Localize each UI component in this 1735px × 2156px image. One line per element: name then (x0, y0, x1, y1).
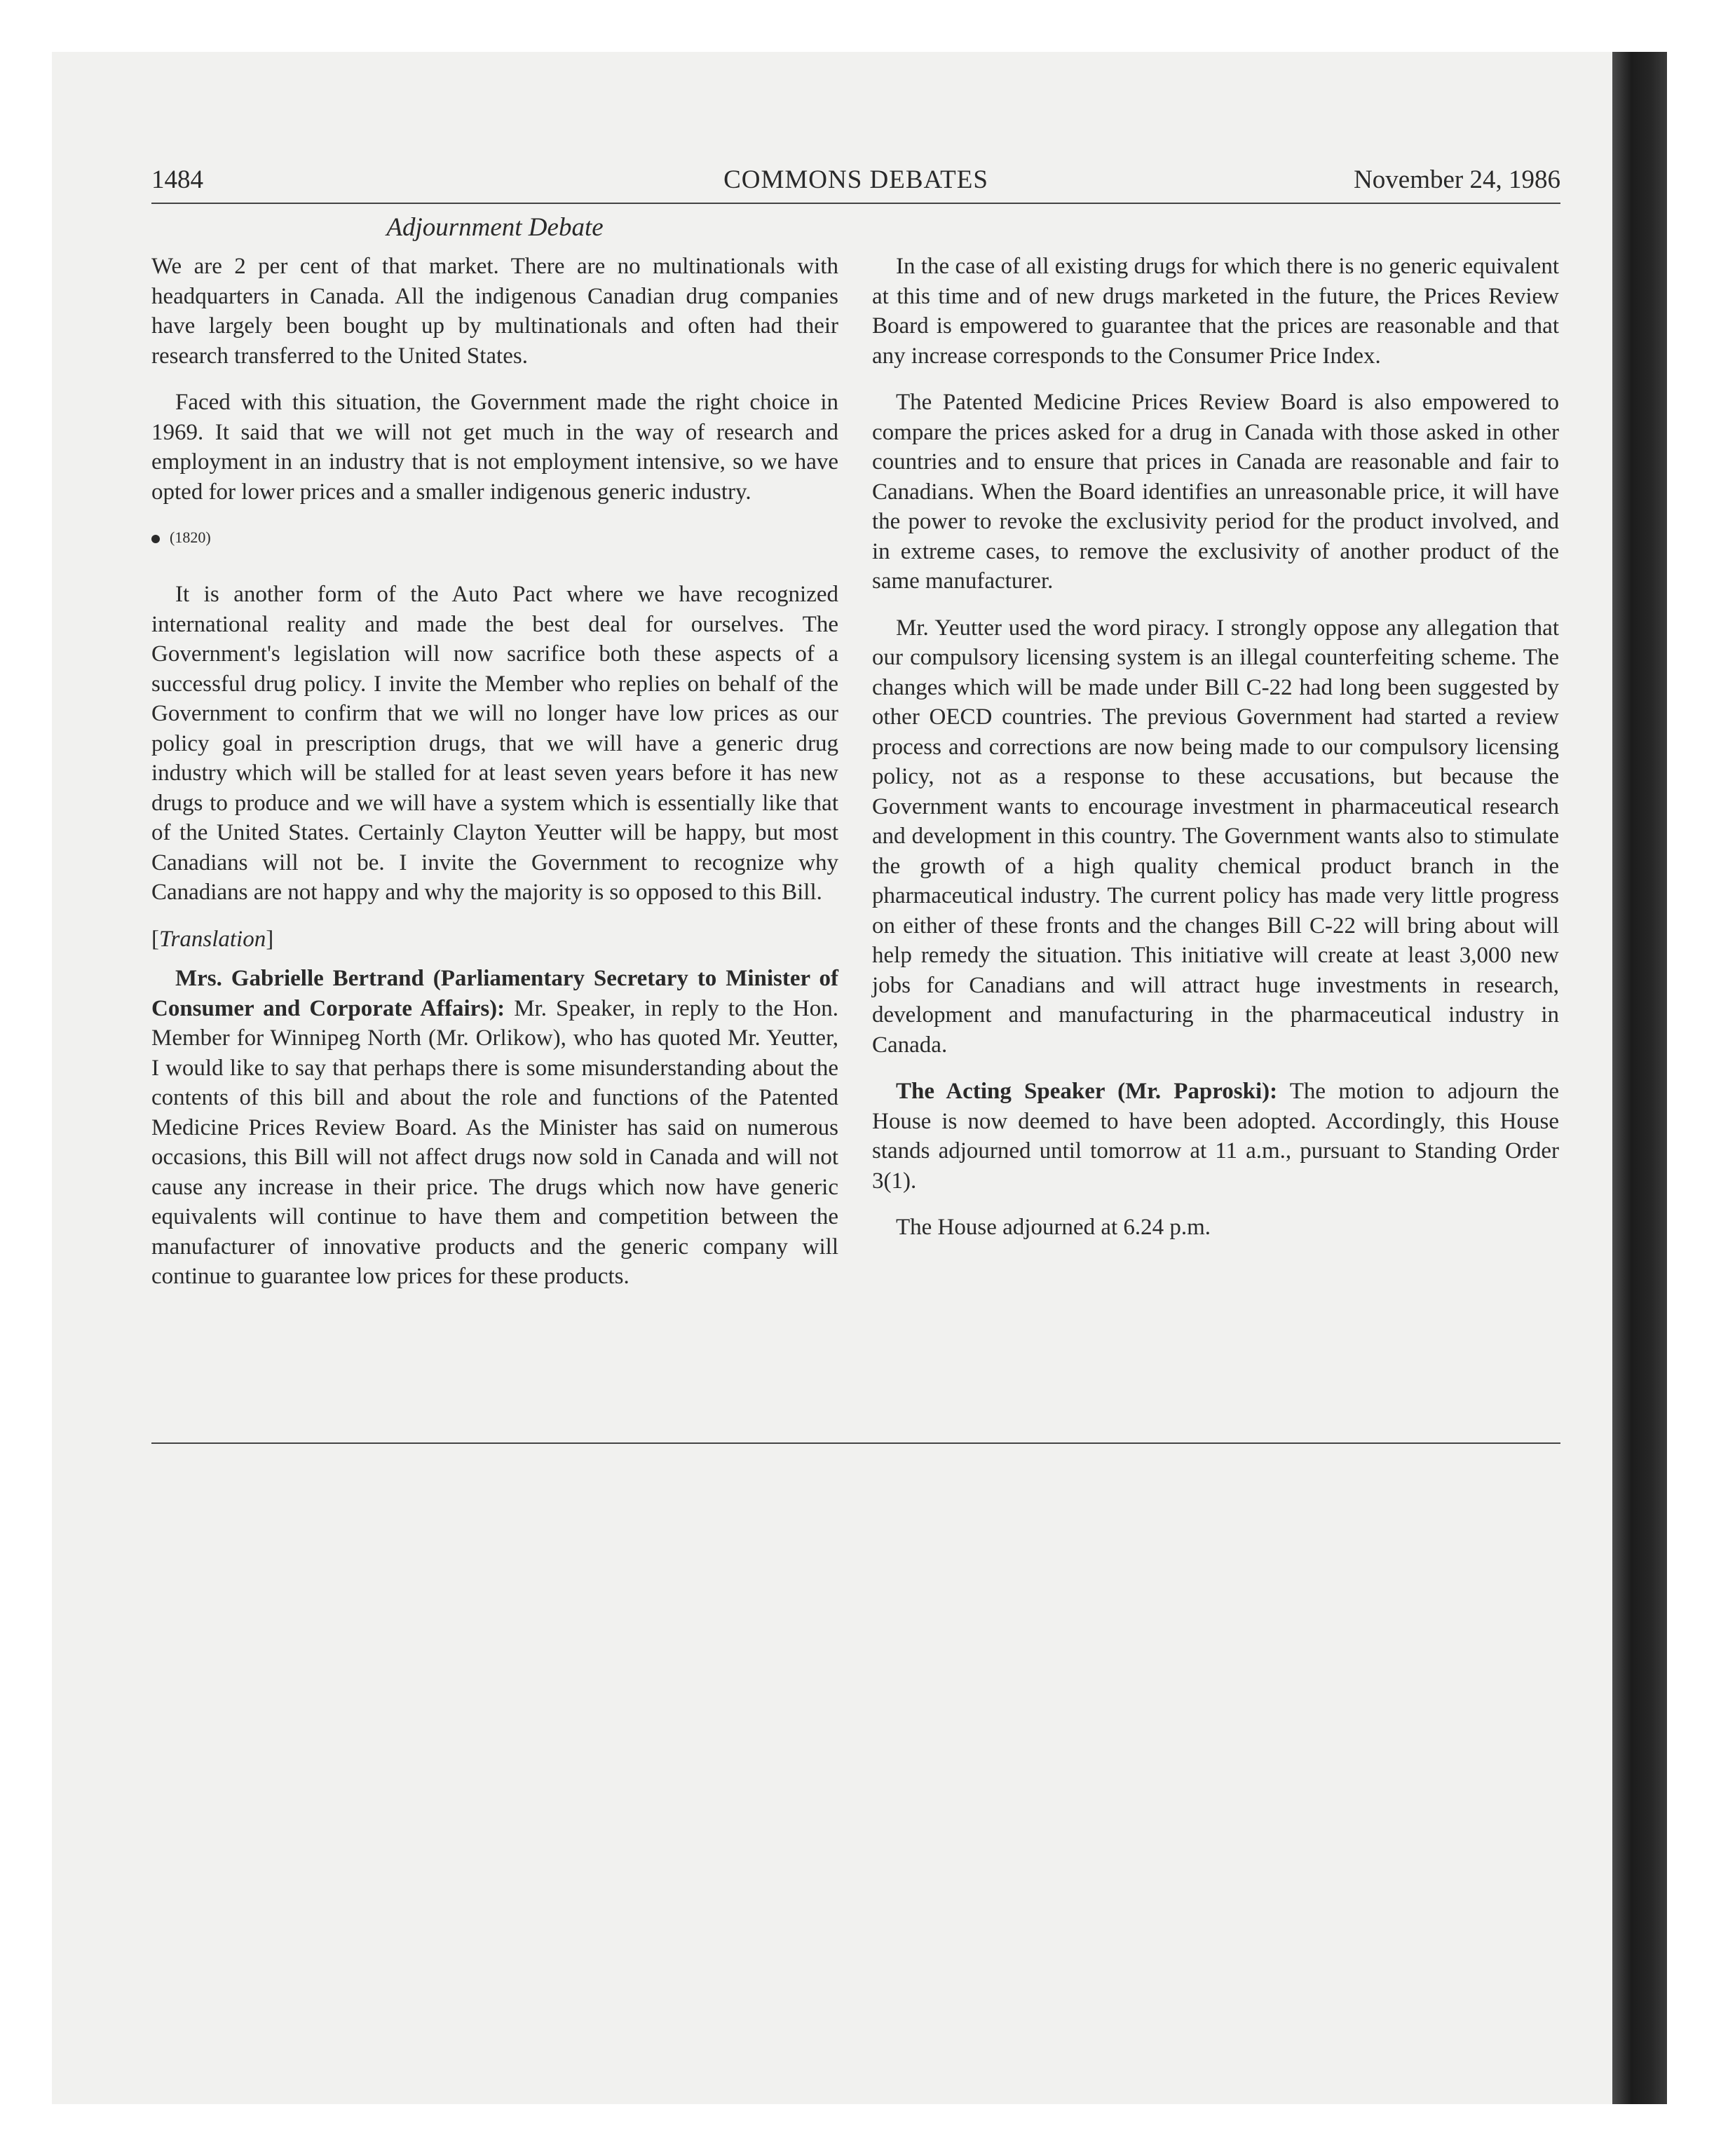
timestamp-marker (151, 524, 838, 552)
left-column (151, 252, 838, 1309)
paragraph: We are 2 per cent of that market. There are no multinationals with headquarters in Canada. All the indigenous Canadian drug companies have largely been bought up by multinationals and often had their research transferred to the United States. (151, 254, 838, 369)
translation-label: Translation (159, 926, 266, 952)
speaker-name: The Acting Speaker (Mr. Paproski): (896, 1079, 1278, 1104)
journal-title: COMMONS DEBATES (723, 165, 988, 194)
right-column (872, 252, 1559, 1260)
speech-paragraph (872, 1077, 1559, 1196)
bracket-close: ] (266, 926, 274, 952)
adjournment-note: The House adjourned at 6.24 p.m. (896, 1215, 1211, 1240)
text-columns (151, 252, 1560, 1415)
paragraph: In the case of all existing drugs for which there is no generic equivalent at this time and of new drugs marketed in the future, the Prices Review Board is empowered to guarantee that the prices are reasonable and that any increase corresponds to the Consumer Price Index. (872, 254, 1559, 369)
bullet-icon (151, 535, 160, 543)
paragraph: Mr. Yeutter used the word piracy. I strongly oppose any allegation that our compulsory licensing system is an illegal counterfeiting scheme. The changes which will be made under Bill C-22 had long been suggested by other OECD countries. The previous Government had started a review process and corrections are now being made to our compulsory licensing policy, not as a response to these accusations, but because the Government wants to encourage investment in pharmaceutical research and development in this country. The Government wants also to stimulate the growth of a high quality chemical product branch in the pharmaceutical industry. The current policy has made very little progress on either of these fronts and the changes Bill C-22 will bring about will help remedy the situation. This initiative will create at least 3,000 new jobs for Canadians and will attract huge investments in research, development and manufacturing in the pharmaceutical industry in Canada. (872, 615, 1559, 1058)
translation-marker (151, 925, 838, 955)
paragraph: The Patented Medicine Prices Review Board is also empowered to compare the prices asked for a drug in Canada with those asked in other countries and to ensure that prices in Canada are reasonable and fair to Canadians. When the Board identifies an unreasonable price, it will have the power to revoke the exclusivity period for the product involved, and in extreme cases, to remove the exclusivity of another product of the same manufacturer. (872, 390, 1559, 594)
speech-text: The motion to adjourn the House is now deemed to have been adopted. Accordingly, this House stands adjourned until tomorrow at 11 a.m., pursuant to Standing Order 3(1). (872, 1079, 1559, 1194)
timestamp-text: (1820) (170, 528, 211, 546)
issue-date: November 24, 1986 (1354, 165, 1560, 194)
section-title: Adjournment Debate (386, 213, 604, 242)
footer-rule (151, 1442, 1560, 1444)
scan-binding-edge (1612, 52, 1667, 2104)
paragraph: Faced with this situation, the Government made the right choice in 1969. It said that we will not get much in the way of research and employment in an industry that is not employment intensive, so we have opted for lower prices and a smaller indigenous generic industry. (151, 390, 838, 505)
document-page (151, 158, 1560, 1415)
bracket-open: [ (151, 926, 159, 952)
speech-text: Mr. Speaker, in reply to the Hon. Member for Winnipeg North (Mr. Orlikow), who has quoted Mr. Yeutter, I would like to say that perhaps there is some misunderstanding about the contents of this bill and about the role and functions of the Patented Medicine Prices Review Board. As the Minister has said on numerous occasions, this Bill will not affect drugs now sold in Canada and will not cause any increase in their price. The drugs which now have generic equivalents will continue to have them and competition between the manufacturer of innovative products and the generic company will continue to guarantee low prices for these products. (151, 995, 838, 1289)
speech-paragraph (151, 964, 838, 1292)
paragraph: It is another form of the Auto Pact where we have recognized international reality and made the best deal for ourselves. The Government's legislation will now sacrifice both these aspects of a successful drug policy. I invite the Member who replies on behalf of the Government to confirm that we will no longer have low prices as our policy goal in prescription drugs, that we will have a generic drug industry which will be stalled for at least seven years before it has new drugs to produce and we will have a system which is essentially like that of the United States. Certainly Clayton Yeutter will be happy, but most Canadians will not be. I invite the Government to recognize why Canadians are not happy and why the majority is so opposed to this Bill. (151, 582, 838, 905)
running-header (151, 158, 1560, 204)
page-number: 1484 (151, 165, 203, 194)
speaker-name: Mrs. Gabrielle Bertrand (Parliamentary Secretary to Minister of Consumer and Corporate Affairs): (151, 966, 838, 1021)
